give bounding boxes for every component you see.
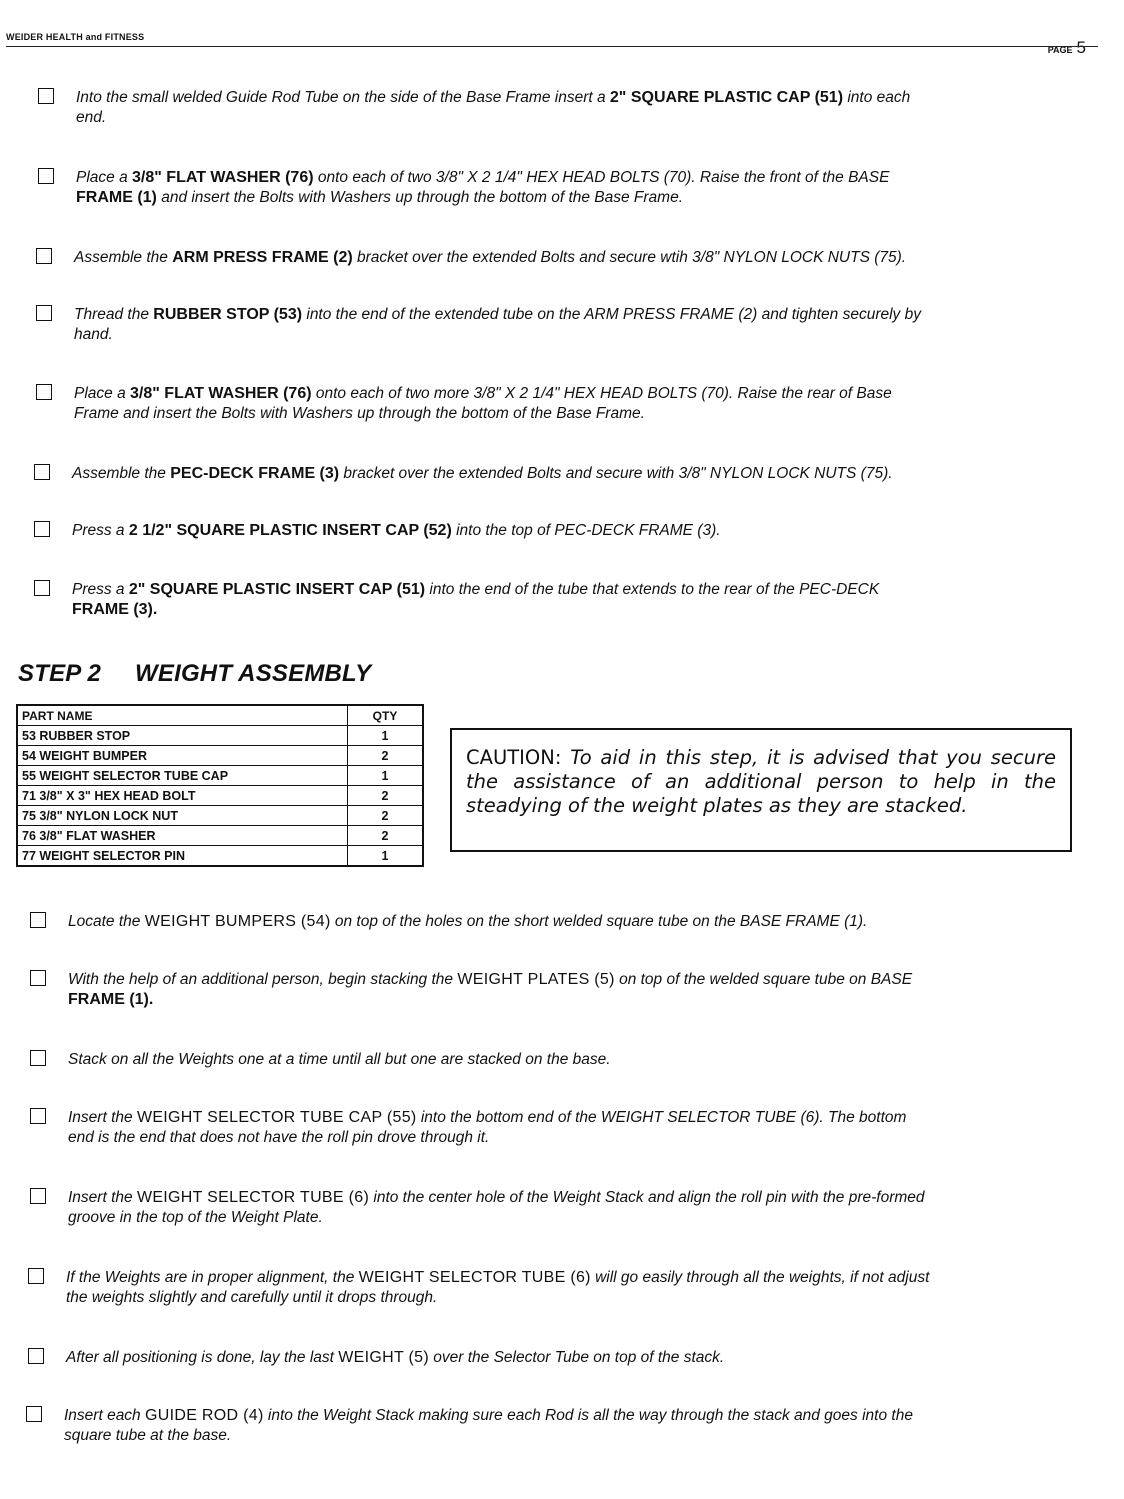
page-number: 5: [1076, 38, 1086, 57]
caution-label: CAUTION:: [466, 746, 562, 769]
checkbox[interactable]: [36, 248, 52, 264]
column-header-qty: QTY: [348, 705, 424, 726]
qty-cell: 2: [348, 786, 424, 806]
checkbox[interactable]: [30, 1188, 46, 1204]
column-header-part-name: PART NAME: [17, 705, 348, 726]
qty-cell: 2: [348, 806, 424, 826]
part-name-cell: 54 WEIGHT BUMPER: [17, 746, 348, 766]
step-number: STEP 2: [18, 660, 102, 687]
checkbox[interactable]: [30, 912, 46, 928]
qty-cell: 2: [348, 826, 424, 846]
page-header: [6, 30, 1104, 56]
checkbox[interactable]: [34, 464, 50, 480]
table-header-row: [17, 705, 423, 726]
part-name-cell: 53 RUBBER STOP: [17, 726, 348, 746]
checkbox[interactable]: [30, 1108, 46, 1124]
step-title: WEIGHT ASSEMBLY: [135, 660, 372, 687]
part-name-cell: 55 WEIGHT SELECTOR TUBE CAP: [17, 766, 348, 786]
caution-text: To aid in this step, it is advised that you secure the assistance of an additional person to help in the steadying of the weight plates as they are stacked.: [466, 746, 1056, 817]
checkbox[interactable]: [30, 1050, 46, 1066]
checkbox[interactable]: [28, 1348, 44, 1364]
part-name-cell: 75 3/8" NYLON LOCK NUT: [17, 806, 348, 826]
qty-cell: 2: [348, 746, 424, 766]
table-row: [17, 806, 423, 826]
part-name-cell: 77 WEIGHT SELECTOR PIN: [17, 846, 348, 867]
checkbox[interactable]: [36, 305, 52, 321]
qty-cell: 1: [348, 766, 424, 786]
caution-box: [450, 728, 1072, 852]
table-row: [17, 726, 423, 746]
page-number-label: [1048, 38, 1086, 58]
table-row: [17, 746, 423, 766]
checkbox[interactable]: [28, 1268, 44, 1284]
checkbox[interactable]: [34, 521, 50, 537]
checkbox[interactable]: [38, 168, 54, 184]
checkbox[interactable]: [36, 384, 52, 400]
table-row: [17, 846, 423, 867]
table-row: [17, 786, 423, 806]
step-heading: [18, 660, 371, 688]
qty-cell: 1: [348, 726, 424, 746]
part-name-cell: 71 3/8" X 3" HEX HEAD BOLT: [17, 786, 348, 806]
qty-cell: 1: [348, 846, 424, 867]
parts-table: [16, 704, 424, 867]
part-name-cell: 76 3/8" FLAT WASHER: [17, 826, 348, 846]
brand-name: WEIDER HEALTH and FITNESS: [6, 32, 145, 42]
header-rule: [6, 46, 1098, 47]
checkbox[interactable]: [26, 1406, 42, 1422]
checkbox[interactable]: [34, 580, 50, 596]
checkbox[interactable]: [30, 970, 46, 986]
table-row: [17, 766, 423, 786]
table-row: [17, 826, 423, 846]
page-label: PAGE: [1047, 45, 1073, 55]
checkbox[interactable]: [38, 88, 54, 104]
